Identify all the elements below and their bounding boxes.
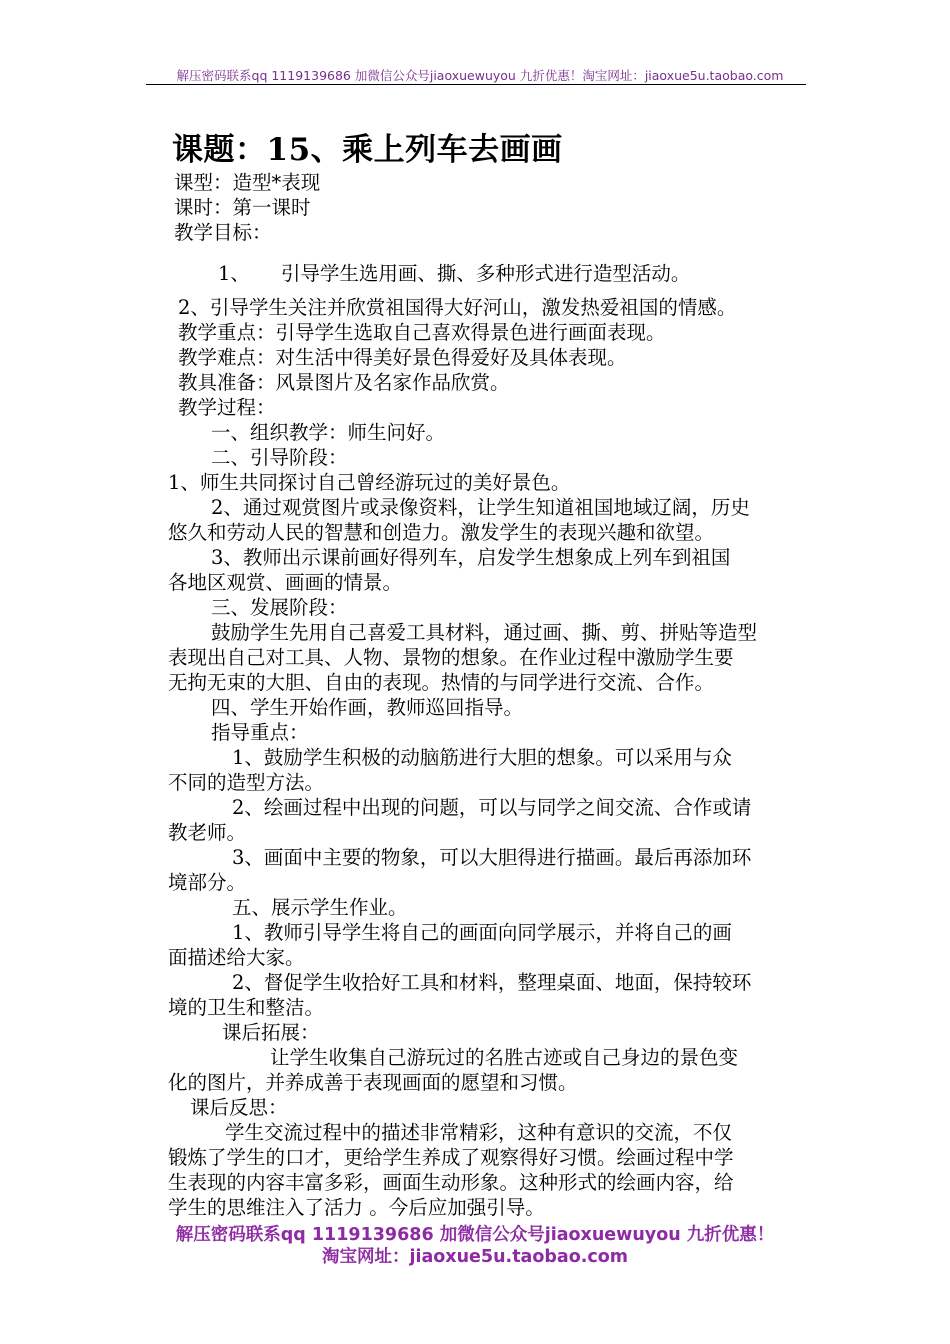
- doc-line: 悠久和劳动人民的智慧和创造力。激发学生的表现兴趣和欲望。: [168, 521, 715, 544]
- doc-line: 2、绘画过程中出现的问题，可以与同学之间交流、合作或请: [232, 796, 752, 819]
- doc-line: 让学生收集自己游玩过的名胜古迹或自己身边的景色变: [270, 1046, 739, 1069]
- doc-line: 2、通过观赏图片或录像资料，让学生知道祖国地域辽阔，历史: [211, 496, 750, 519]
- footer-watermark-line1: 解压密码联系qq 1119139686 加微信公众号jiaoxuewuyou 九折优惠！: [175, 1225, 775, 1245]
- document-title: 课题：15、乘上列车去画画: [172, 132, 563, 168]
- header-rule: [146, 84, 806, 85]
- doc-line: 五、展示学生作业。: [232, 896, 408, 919]
- doc-line: 二、引导阶段：: [211, 446, 348, 469]
- doc-line: 教具准备：风景图片及名家作品欣赏。: [178, 371, 510, 394]
- doc-line: 3、画面中主要的物象，可以大胆得进行描画。最后再添加环: [232, 846, 752, 869]
- doc-line: 教学难点：对生活中得美好景色得爱好及具体表现。: [178, 346, 627, 369]
- doc-line: 教学重点：引导学生选取自己喜欢得景色进行画面表现。: [178, 321, 666, 344]
- doc-line: 生表现的内容丰富多彩，画面生动形象。这种形式的绘画内容，给: [168, 1171, 734, 1194]
- doc-line: 3、教师出示课前画好得列车，启发学生想象成上列车到祖国: [211, 546, 731, 569]
- doc-line: 三、发展阶段：: [211, 596, 348, 619]
- doc-line: 指导重点：: [211, 721, 309, 744]
- doc-line: 1、教师引导学生将自己的画面向同学展示，并将自己的画: [232, 921, 732, 944]
- doc-line: 2、督促学生收拾好工具和材料，整理桌面、地面，保持较环: [232, 971, 752, 994]
- doc-line: 鼓励学生先用自己喜爱工具材料，通过画、撕、剪、拼贴等造型: [211, 621, 758, 644]
- doc-line: 课后反思：: [190, 1096, 288, 1119]
- doc-line: 锻炼了学生的口才，更给学生养成了观察得好习惯。绘画过程中学: [168, 1146, 734, 1169]
- doc-line: 一、组织教学：师生问好。: [211, 421, 446, 444]
- footer-watermark-line2: 淘宝网址：jiaoxue5u.taobao.com: [321, 1247, 629, 1267]
- doc-line: 各地区观赏、画画的情景。: [168, 571, 403, 594]
- doc-line: 无拘无束的大胆、自由的表现。热情的与同学进行交流、合作。: [168, 671, 715, 694]
- doc-line: 课型：造型*表现: [174, 171, 321, 194]
- doc-line: 教学过程：: [178, 396, 276, 419]
- doc-line: 不同的造型方法。: [168, 771, 325, 794]
- doc-line: 教老师。: [168, 821, 247, 844]
- doc-line: 课时：第一课时: [174, 196, 311, 219]
- doc-line: 化的图片，并养成善于表现画面的愿望和习惯。: [168, 1071, 578, 1094]
- doc-line: 学生交流过程中的描述非常精彩，这种有意识的交流，不仅: [225, 1121, 733, 1144]
- doc-line: 课后拓展：: [222, 1021, 320, 1044]
- doc-line: 教学目标：: [174, 221, 272, 244]
- doc-line: 1、师生共同探讨自己曾经游玩过的美好景色。: [168, 471, 571, 494]
- doc-line: 2、引导学生关注并欣赏祖国得大好河山，激发热爱祖国的情感。: [178, 296, 737, 319]
- doc-line: 表现出自己对工具、人物、景物的想象。在作业过程中激励学生要: [168, 646, 734, 669]
- doc-line: 境部分。: [168, 871, 247, 894]
- doc-line: 境的卫生和整洁。: [168, 996, 325, 1019]
- doc-line: 1、 引导学生选用画、撕、多种形式进行造型活动。: [218, 262, 691, 285]
- doc-line: 面描述给大家。: [168, 946, 305, 969]
- header-watermark: 解压密码联系qq 1119139686 加微信公众号jiaoxuewuyou 九折优惠！淘宝网址：jiaoxue5u.taobao.com: [176, 68, 784, 83]
- doc-line: 学生的思维注入了活力 。今后应加强引导。: [168, 1196, 545, 1219]
- doc-line: 1、鼓励学生积极的动脑筋进行大胆的想象。可以采用与众: [232, 746, 732, 769]
- doc-line: 四、学生开始作画，教师巡回指导。: [211, 696, 524, 719]
